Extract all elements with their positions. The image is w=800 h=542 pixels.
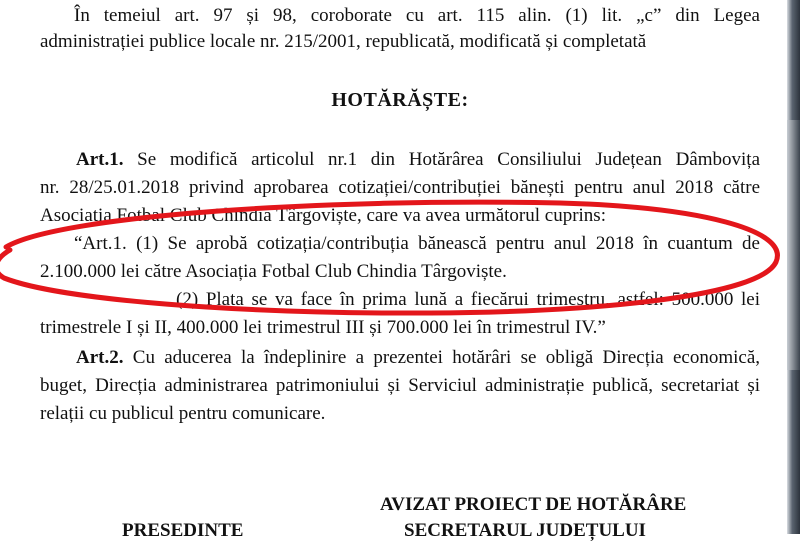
quoted-para2-line-2: trimestrele I și II, 400.000 lei trimestrul III și 700.000 lei în trimestrul IV.” [40,317,606,338]
secretary-title: SECRETARUL JUDEȚULUI [404,520,646,541]
decision-heading: HOTĂRĂȘTE: [331,89,469,111]
art2-text-1: Cu aducerea la îndeplinire a prezentei hotărâri se obligă Direcția economică, [132,347,761,368]
scrollbar-thumb[interactable] [787,120,800,370]
approval-title: AVIZAT PROIECT DE HOTĂRÂRE [380,494,687,515]
art2-line-2: buget, Direcția administrarea patrimoniului și Serviciul administrație publică, secretariat și [40,375,760,396]
quoted-para1-line-1: “Art.1. (1) Se aprobă cotizația/contribuția bănească pentru anul 2018 în cuantum de [74,233,760,254]
art1-line-2: nr. 28/25.01.2018 privind aprobarea cotizației/contribuției bănești pentru anul 2018 către [40,177,760,198]
art2-line-3: relații cu publicul pentru comunicare. [40,403,326,424]
preamble-line-2: administrației publice locale nr. 215/2001, republicată, modificată și completată [40,31,647,52]
art1-line-3: Asociația Fotbal Club Chindia Târgoviște, care va avea următorul cuprins: [40,205,606,226]
quoted-para1-line-2: 2.100.000 lei către Asociația Fotbal Club Chindia Târgoviște. [40,261,507,282]
president-title: PRESEDINTE [122,520,244,541]
art2-label: Art.2. [76,347,124,368]
preamble-line-1: În temeiul art. 97 și 98, coroborate cu art. 115 alin. (1) lit. „c” din Legea [74,5,760,26]
art1-label: Art.1. [76,149,124,170]
window-edge-scrollbar[interactable] [787,0,800,534]
art1-text-1: Se modifică articolul nr.1 din Hotărârea Consiliului Județean Dâmbovița [137,149,761,170]
quoted-para2-line-1: (2) Plata se va face în prima lună a fiecărui trimestru, astfel: 500.000 lei [176,289,760,310]
